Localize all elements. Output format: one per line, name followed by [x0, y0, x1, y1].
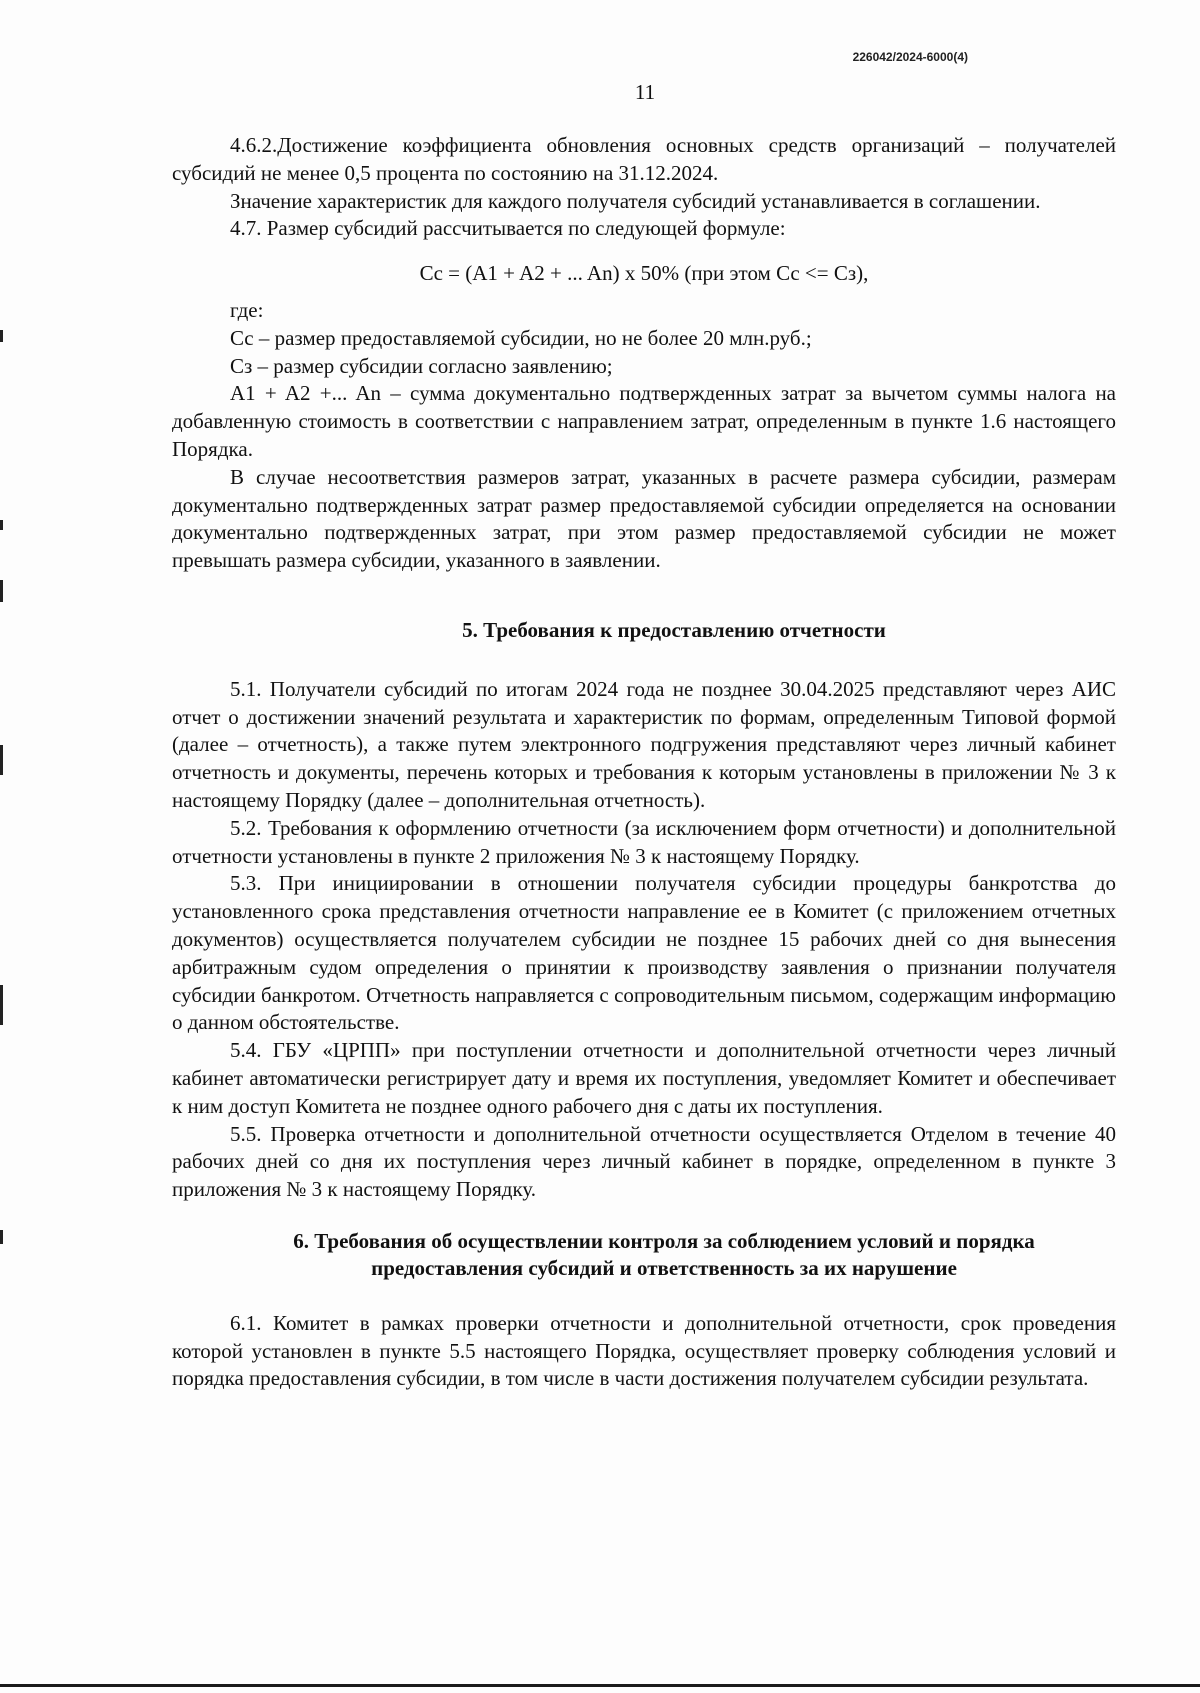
scan-edge-mark [0, 1230, 3, 1244]
paragraph-5-1: 5.1. Получатели субсидий по итогам 2024 года не позднее 30.04.2025 представляют через АИС отчет о достижении значений результата и характеристик по формам, определенным Типовой формой (далее – отчетность), а также путем электронного подгружения представляют через личный кабинет отчетность и документы, перечень которых и требования к которым установлены в приложении № 3 к настоящему Порядку (далее – дополнительная отчетность). [172, 676, 1116, 812]
section-5-heading: 5. Требования к предоставлению отчетности [462, 617, 886, 642]
definition-a-sum: A1 + A2 +... An – сумма документально подтвержденных затрат за вычетом суммы налога на добавленную стоимость в соответствии с направлением затрат, определенным в пункте 1.6 настоящего Порядка. [172, 381, 1116, 461]
scan-bottom-edge [0, 1684, 1200, 1687]
page-number: 11 [634, 80, 656, 104]
paragraph-5-4: 5.4. ГБУ «ЦРПП» при поступлении отчетности и дополнительной отчетности через личный кабинет автоматически регистрирует дату и время их поступления, уведомляет Комитет и обеспечивает к ним доступ Комитета не позднее одного рабочего дня с даты их поступления. [172, 1038, 1116, 1118]
paragraph-characteristics: Значение характеристик для каждого получателя субсидий устанавливается в соглашении. [230, 188, 1041, 213]
paragraph-5-2: 5.2. Требования к оформлению отчетности (за исключением форм отчетности) и дополнительной отчетности установлены в пункте 2 приложения № 3 к настоящему Порядку. [172, 815, 1116, 868]
paragraph-6-1: 6.1. Комитет в рамках проверки отчетности и дополнительной отчетности, срок проведения которой установлен в пункте 5.5 настоящего Порядка, осуществляет проверку соблюдения условий и порядка предоставления субсидии, в том числе в части достижения получателем субсидии результата. [172, 1310, 1116, 1391]
paragraph-5-3: 5.3. При инициировании в отношении получателя субсидии процедуры банкротства до установленного срока представления отчетности направление ее в Комитет (с приложением отчетных документов) осуществляется получателем субсидии не позднее 15 рабочих дней со дня вынесения арбитражным судом определения о принятии к производству заявления о признании получателя субсидии банкротом. Отчетность направляется с сопроводительным письмом, содержащим информацию о данном обстоятельстве. [172, 871, 1116, 1035]
subsidy-formula: Cc = (A1 + A2 + ... An) х 50% (при этом Сс <= Сз), [419, 261, 869, 286]
paragraph-mismatch: В случае несоответствия размеров затрат, указанных в расчете размера субсидии, размерам документально подтвержденных затрат размер предоставляемой субсидии определяется на основании документально подтвержденных затрат, при этом размер предоставляемой субсидии не может превышать размера субсидии, указанного в заявлении. [172, 464, 1116, 573]
formula-where-label: где: [230, 297, 264, 322]
document-registration-number: 226042/2024-6000(4) [852, 50, 968, 64]
scan-edge-mark [0, 580, 3, 602]
scan-edge-mark [0, 985, 3, 1025]
section-6-heading [172, 1228, 1116, 1282]
scan-edge-mark [0, 330, 3, 342]
section-6-heading-line-2: предоставления субсидий и ответственность за их нарушение [371, 1255, 957, 1280]
scan-edge-mark [0, 745, 3, 775]
paragraph-4-7: 4.7. Размер субсидий рассчитывается по следующей формуле: [230, 216, 786, 241]
document-body [172, 132, 1116, 1393]
definition-cz: Сз – размер субсидии согласно заявлению; [230, 353, 613, 378]
section-6-heading-line-1: 6. Требования об осуществлении контроля за соблюдением условий и порядка [293, 1228, 1035, 1253]
paragraph-4-6-2: 4.6.2.Достижение коэффициента обновления основных средств организаций – получателей субсидий не менее 0,5 процента по состоянию на 31.12.2024. [172, 133, 1116, 185]
definition-cc: Сс – размер предоставляемой субсидии, но не более 20 млн.руб.; [230, 325, 812, 350]
scan-edge-mark [0, 520, 3, 530]
paragraph-5-5: 5.5. Проверка отчетности и дополнительной отчетности осуществляется Отделом в течение 40 рабочих дней со дня их поступления через личный кабинет в порядке, определенном в пункте 3 приложения № 3 к настоящему Порядку. [172, 1121, 1116, 1202]
